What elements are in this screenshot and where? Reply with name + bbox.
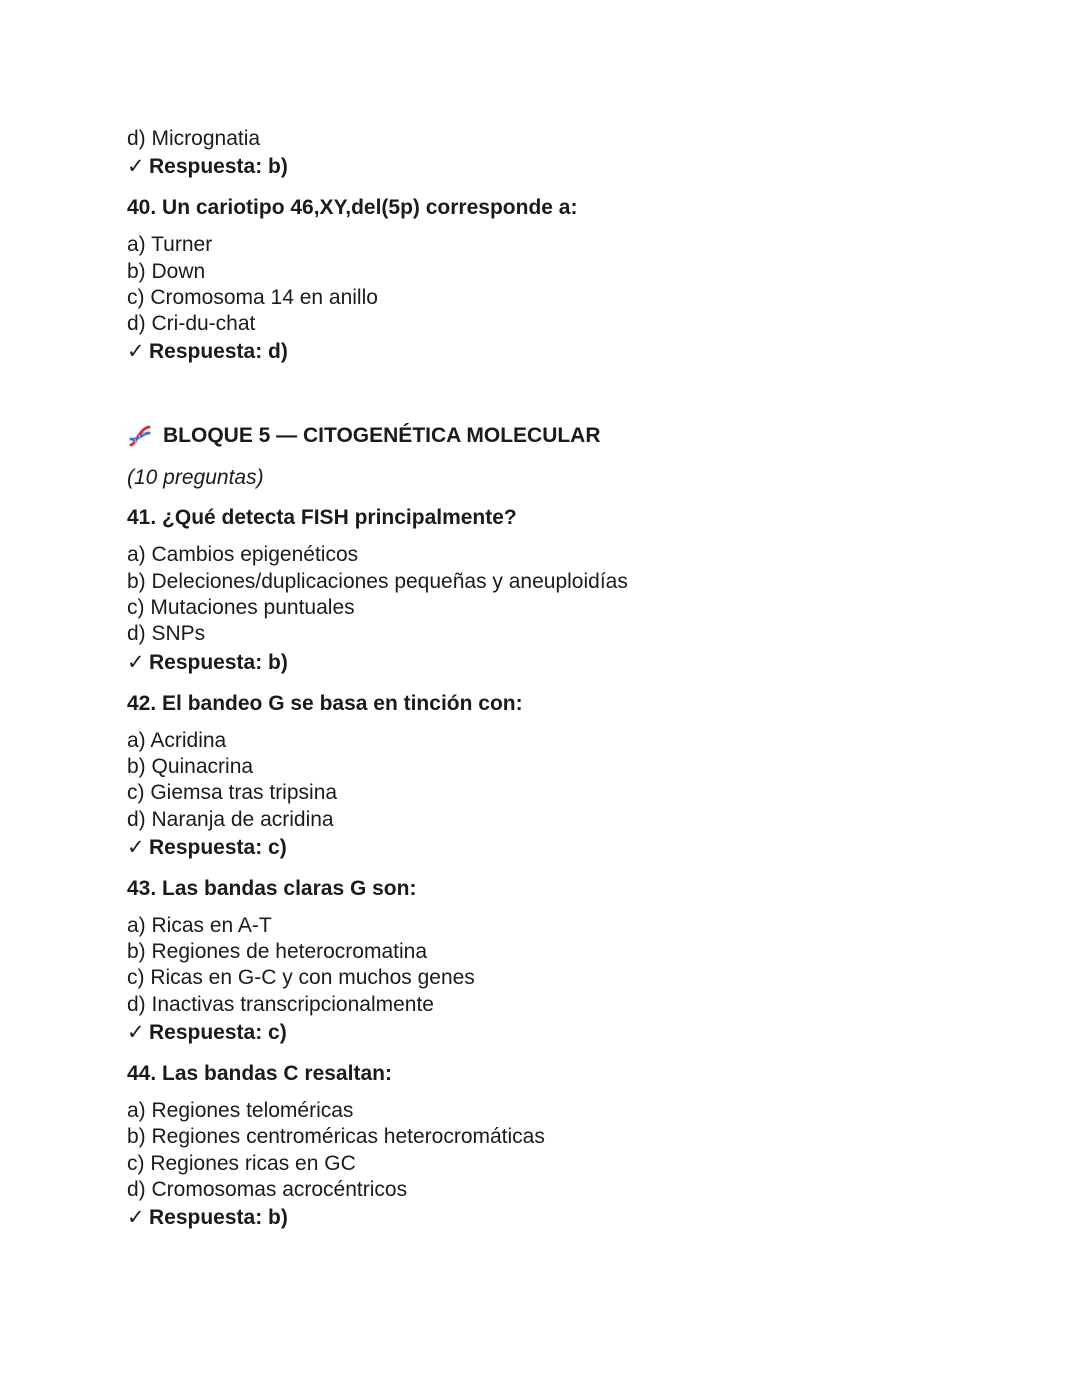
check-icon: ✓	[127, 1021, 145, 1045]
question-title: 41. ¿Qué detecta FISH principalmente?	[127, 506, 517, 530]
block-5-header	[127, 423, 1007, 491]
option-d: d) Cromosomas acrocéntricos	[127, 1177, 408, 1201]
option-b: b) Deleciones/duplicaciones pequeñas y aneuploidías	[127, 569, 628, 593]
document-page	[127, 126, 1007, 1231]
options-list	[127, 728, 1007, 833]
block-title-text: BLOQUE 5 — CITOGENÉTICA MOLECULAR	[163, 424, 601, 448]
answer-text: Respuesta: b)	[149, 155, 288, 179]
option-c: c) Mutaciones puntuales	[127, 596, 355, 620]
question-title: 42. El bandeo G se basa en tinción con:	[127, 691, 523, 715]
dna-icon	[127, 423, 153, 449]
check-icon: ✓	[127, 650, 145, 674]
question-title: 43. Las bandas claras G son:	[127, 876, 417, 900]
block-subtitle: (10 preguntas)	[127, 466, 264, 490]
option-d: d) Inactivas transcripcionalmente	[127, 992, 434, 1016]
option-b: b) Quinacrina	[127, 754, 254, 778]
answer-text: Respuesta: b)	[149, 1206, 288, 1230]
block-title	[127, 423, 1007, 449]
option-c: c) Regiones ricas en GC	[127, 1151, 356, 1175]
question-title: 44. Las bandas C resaltan:	[127, 1062, 392, 1086]
question-40	[127, 195, 1007, 365]
option-a: a) Regiones teloméricas	[127, 1099, 354, 1123]
option-d: d) Naranja de acridina	[127, 807, 334, 831]
answer-line	[127, 835, 1007, 861]
option-b: b) Down	[127, 259, 206, 283]
options-list	[127, 913, 1007, 1018]
check-icon: ✓	[127, 340, 145, 364]
option-a: a) Turner	[127, 233, 213, 257]
answer-line	[127, 650, 1007, 676]
check-icon: ✓	[127, 1206, 145, 1230]
answer-text: Respuesta: b)	[149, 650, 288, 674]
question-41	[127, 505, 1007, 675]
options-list	[127, 232, 1007, 337]
answer-text: Respuesta: c)	[149, 1021, 287, 1045]
option-d: d) Micrognatia	[127, 127, 261, 150]
check-icon: ✓	[127, 155, 145, 179]
answer-line	[127, 154, 1007, 180]
answer-text: Respuesta: c)	[149, 835, 287, 859]
option-a: a) Ricas en A-T	[127, 913, 272, 937]
question-43	[127, 876, 1007, 1046]
option-d: d) Cri-du-chat	[127, 312, 256, 336]
question-44	[127, 1061, 1007, 1231]
check-icon: ✓	[127, 835, 145, 859]
answer-line	[127, 1020, 1007, 1046]
options-list	[127, 542, 1007, 647]
question-title: 40. Un cariotipo 46,XY,del(5p) corresponde a:	[127, 196, 578, 220]
option-d: d) SNPs	[127, 622, 206, 646]
option-c: c) Cromosoma 14 en anillo	[127, 285, 378, 309]
option-b: b) Regiones centroméricas heterocromáticas	[127, 1125, 545, 1149]
question-42	[127, 691, 1007, 861]
option-c: c) Giemsa tras tripsina	[127, 781, 338, 805]
option-c: c) Ricas en G-C y con muchos genes	[127, 966, 475, 990]
option-a: a) Acridina	[127, 728, 227, 752]
answer-text: Respuesta: d)	[149, 340, 288, 364]
answer-line	[127, 1205, 1007, 1231]
option-b: b) Regiones de heterocromatina	[127, 940, 428, 964]
answer-line	[127, 339, 1007, 365]
intro-section	[127, 126, 1007, 180]
options-list	[127, 1098, 1007, 1203]
option-a: a) Cambios epigenéticos	[127, 543, 359, 567]
